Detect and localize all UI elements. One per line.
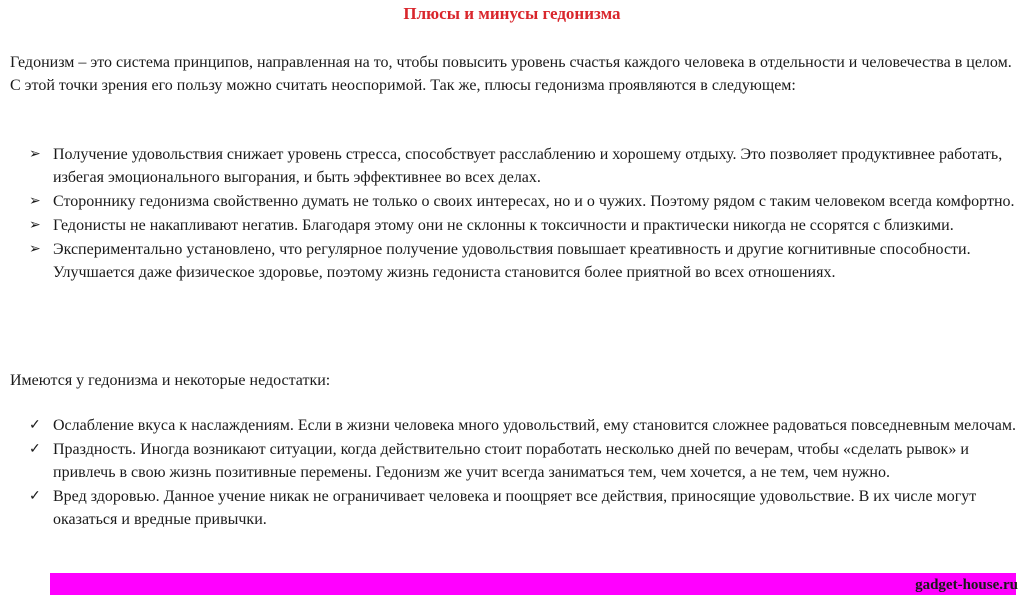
checkmark-bullet-icon: ✓	[29, 418, 41, 433]
highlight-bar	[50, 573, 1016, 595]
pros-list	[29, 143, 1019, 285]
list-item	[29, 485, 1019, 531]
list-item	[29, 414, 1019, 437]
checkmark-bullet-icon: ✓	[29, 489, 41, 504]
list-item-text: Получение удовольствия снижает уровень стресса, способствует расслаблению и хорошему отдыху. Это позволяет продуктивнее работать, избегая эмоционального выгорания, и быть эффективнее во всех делах.	[53, 146, 1003, 186]
list-item-text: Гедонисты не накапливают негатив. Благодаря этому они не склонны к токсичности и практически никогда не ссорятся с близкими.	[53, 217, 954, 234]
intro-paragraph: Гедонизм – это система принципов, направленная на то, чтобы повысить уровень счастья каждого человека в отдельности и человечества в целом. С этой точки зрения его пользу можно считать неоспоримой. Так же, плюсы гедонизма проявляются в следующем:	[10, 54, 1012, 94]
cons-list	[29, 414, 1019, 532]
list-item	[29, 438, 1019, 484]
arrow-bullet-icon: ➢	[29, 147, 41, 162]
watermark: gadget-house.ru	[915, 577, 1018, 593]
list-item-text: Вред здоровью. Данное учение никак не ограничивает человека и поощряет все действия, приносящие удовольствие. В их числе могут оказаться и вредные привычки.	[53, 488, 977, 528]
list-item-text: Ослабление вкуса к наслаждениям. Если в жизни человека много удовольствий, ему становится сложнее радоваться повседневным мелочам.	[53, 417, 1017, 434]
arrow-bullet-icon: ➢	[29, 242, 41, 257]
cons-heading: Имеются у гедонизма и некоторые недостатки:	[10, 372, 331, 389]
list-item-text: Стороннику гедонизма свойственно думать не только о своих интересах, но и о чужих. Поэтому рядом с таким человеком всегда комфортно.	[53, 193, 1015, 210]
list-item	[29, 214, 1019, 237]
arrow-bullet-icon: ➢	[29, 194, 41, 209]
page-title: Плюсы и минусы гедонизма	[403, 4, 621, 23]
list-item	[29, 238, 1019, 284]
checkmark-bullet-icon: ✓	[29, 442, 41, 457]
list-item	[29, 143, 1019, 189]
list-item-text: Праздность. Иногда возникают ситуации, когда действительно стоит поработать несколько дней по вечерам, чтобы «сделать рывок» и привлечь в свою жизнь позитивные перемены. Гедонизм же учит всегда заниматься тем, чем хочется, а не тем, чем нужно.	[53, 441, 969, 481]
list-item	[29, 190, 1019, 213]
arrow-bullet-icon: ➢	[29, 218, 41, 233]
list-item-text: Экспериментально установлено, что регулярное получение удовольствия повышает креативность и другие когнитивные способности. Улучшается даже физическое здоровье, поэтому жизнь гедониста становится более приятной во всех отношениях.	[53, 241, 971, 281]
